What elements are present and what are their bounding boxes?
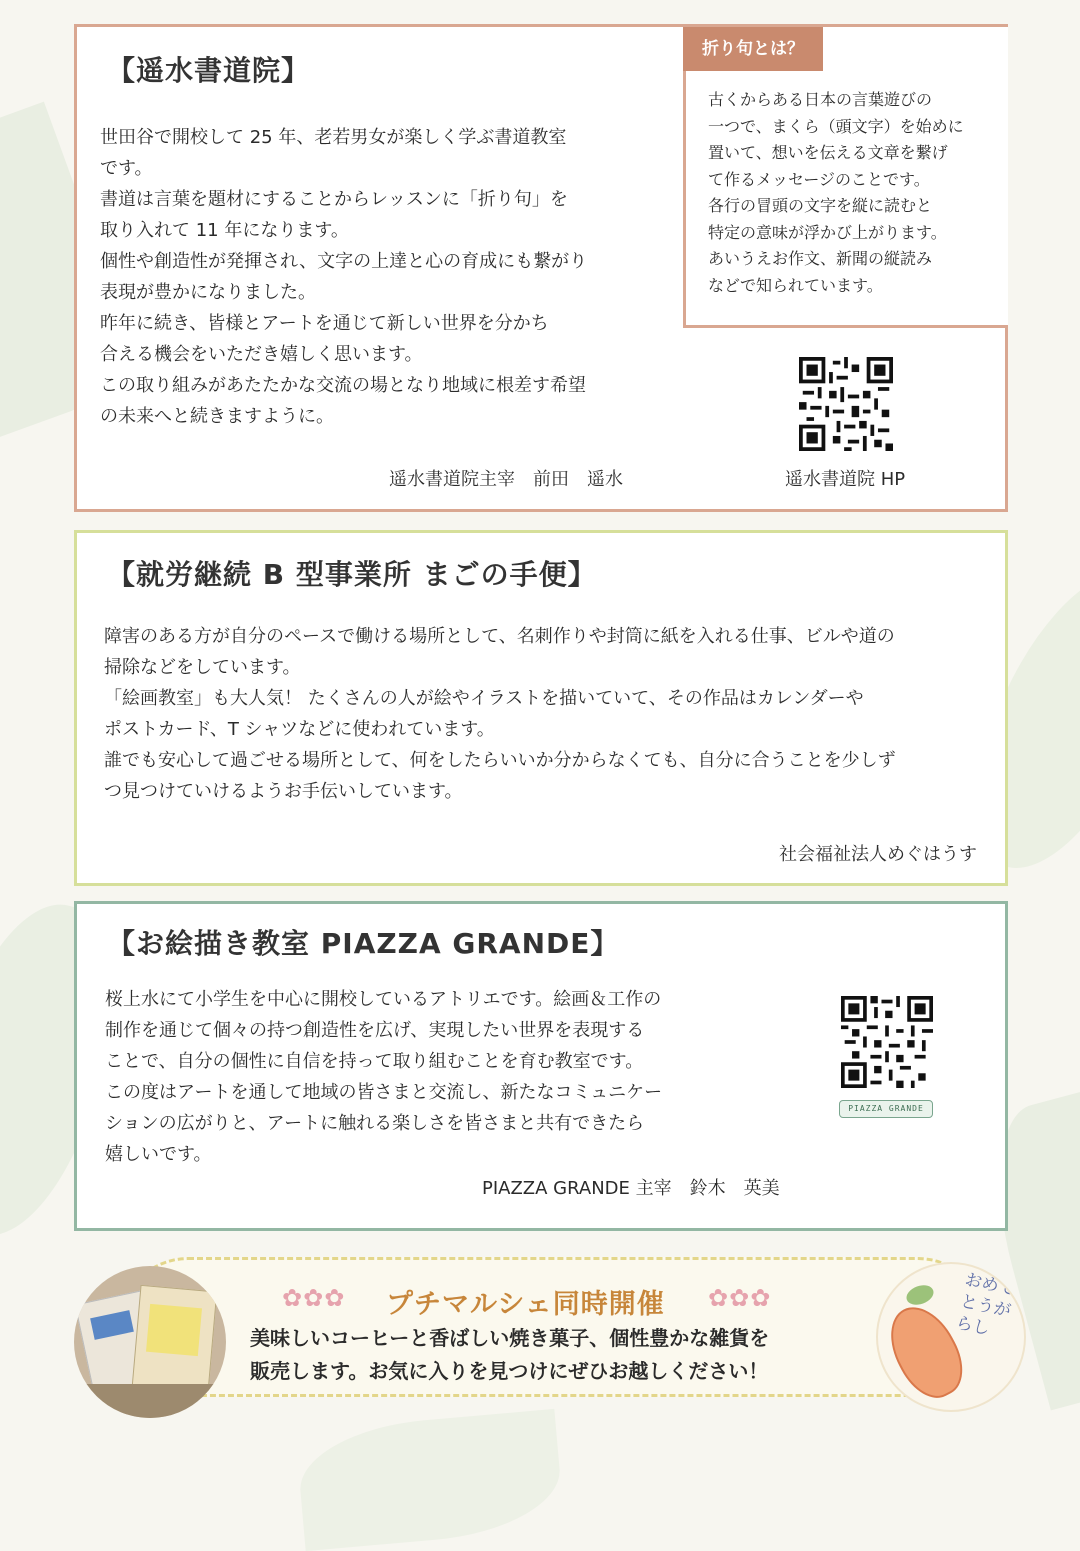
body-line: 嬉しいです。: [105, 1144, 212, 1165]
info-line: 一つで、まくら（頭文字）を始めに: [708, 116, 964, 136]
flower-icon: ✿✿✿: [708, 1284, 772, 1312]
piazza-body: [105, 984, 662, 1170]
info-line: 特定の意味が浮かび上がります。: [708, 222, 947, 242]
oriku-info-box: [683, 27, 1008, 328]
body-line: 昨年に続き、皆様とアートを通じて新しい世界を分かち: [100, 313, 549, 334]
body-line: ことで、自分の個性に自信を持って取り組むことを育む教室です。: [105, 1051, 644, 1072]
body-line: です。: [100, 158, 153, 179]
shodo-panel: [74, 24, 1008, 512]
body-line: 制作を通じて個々の持つ創造性を広げ、実現したい世界を表現する: [105, 1020, 645, 1041]
coffee-photo: [74, 1266, 226, 1418]
info-line: あいうえお作文、新聞の縦読み: [708, 249, 933, 268]
magono-signature: 社会福祉法人めぐはうす: [779, 844, 977, 865]
shodo-qr-code[interactable]: [799, 357, 893, 451]
marche-line: 販売します。お気に入りを見つけにぜひお越しください！: [250, 1359, 769, 1383]
marche-body: [250, 1322, 769, 1388]
marche-title: プチマルシェ同時開催: [386, 1289, 665, 1320]
cookie-greeting: おめでとうがらし: [953, 1269, 1018, 1340]
info-line: 各行の冒頭の文字を縦に読むと: [708, 196, 933, 215]
magono-body: [104, 621, 896, 807]
shodo-signature: 遥水書道院主宰 前田 遥水: [389, 469, 623, 490]
body-line: 合える機会をいただき嬉しく思います。: [100, 344, 423, 365]
body-line: 「絵画教室」も大人気！ たくさんの人が絵やイラストを描いていて、その作品はカレンダーや: [104, 688, 864, 709]
piazza-qr-code[interactable]: [841, 996, 933, 1088]
cookie-illustration: [876, 1262, 1026, 1412]
body-line: 障害のある方が自分のペースで働ける場所として、名刺作りや封筒に紙を入れる仕事、ビルや道の: [104, 626, 895, 647]
body-line: この度はアートを通して地域の皆さまと交流し、新たなコミュニケー: [105, 1082, 663, 1103]
shodo-title: 【遥水書道院】: [107, 54, 311, 87]
body-line: の未来へと続きますように。: [100, 406, 334, 427]
marche-line: 美味しいコーヒーと香ばしい焼き菓子、個性豊かな雑貨を: [250, 1326, 770, 1350]
body-line: 個性や創造性が発揮され、文字の上達と心の育成にも繋がり: [100, 251, 588, 272]
piazza-signature: PIAZZA GRANDE 主宰 鈴木 英美: [482, 1178, 780, 1199]
body-line: 取り入れて 11 年になります。: [100, 220, 349, 241]
body-line: ションの広がりと、アートに触れる楽しさを皆さまと共有できたら: [105, 1113, 645, 1134]
body-line: 桜上水にて小学生を中心に開校しているアトリエです。絵画＆工作の: [105, 989, 662, 1010]
magono-panel: [74, 530, 1008, 886]
info-line: などで知られています。: [708, 275, 883, 295]
info-line: て作るメッセージのことです。: [708, 169, 930, 189]
body-line: 表現が豊かになりました。: [100, 282, 316, 303]
body-line: この取り組みがあたたかな交流の場となり地域に根差す希望: [100, 375, 586, 396]
shodo-body: [100, 122, 587, 432]
piazza-title: 【お絵描き教室 PIAZZA GRANDE】: [107, 927, 620, 960]
shodo-qr-caption: 遥水書道院 HP: [785, 469, 906, 490]
body-line: 誰でも安心して過ごせる場所として、何をしたらいいか分からなくても、自分に合うことを少しず: [104, 750, 896, 771]
flower-icon: ✿✿✿: [282, 1284, 346, 1312]
piazza-panel: [74, 901, 1008, 1231]
body-line: 世田谷で開校して 25 年、老若男女が楽しく学ぶ書道教室: [100, 127, 567, 148]
info-line: 古くからある日本の言葉遊びの: [708, 90, 933, 109]
body-line: 掃除などをしています。: [104, 657, 301, 678]
body-line: ポストカード、T シャツなどに使われています。: [104, 719, 495, 740]
body-line: 書道は言葉を題材にすることからレッスンに「折り句」を: [100, 189, 568, 210]
background-leaf: [295, 1409, 564, 1551]
marche-title-row: [282, 1282, 782, 1318]
oriku-info-text: [708, 87, 964, 299]
body-line: つ見つけていけるようお手伝いしています。: [104, 781, 463, 802]
piazza-qr-label: PIAZZA GRANDE: [839, 1100, 933, 1118]
magono-title: 【就労継続 B 型事業所 まごの手便】: [107, 558, 597, 591]
oriku-info-tab: 折り句とは？: [683, 27, 823, 71]
info-line: 置いて、想いを伝える文章を繋げ: [708, 143, 948, 162]
